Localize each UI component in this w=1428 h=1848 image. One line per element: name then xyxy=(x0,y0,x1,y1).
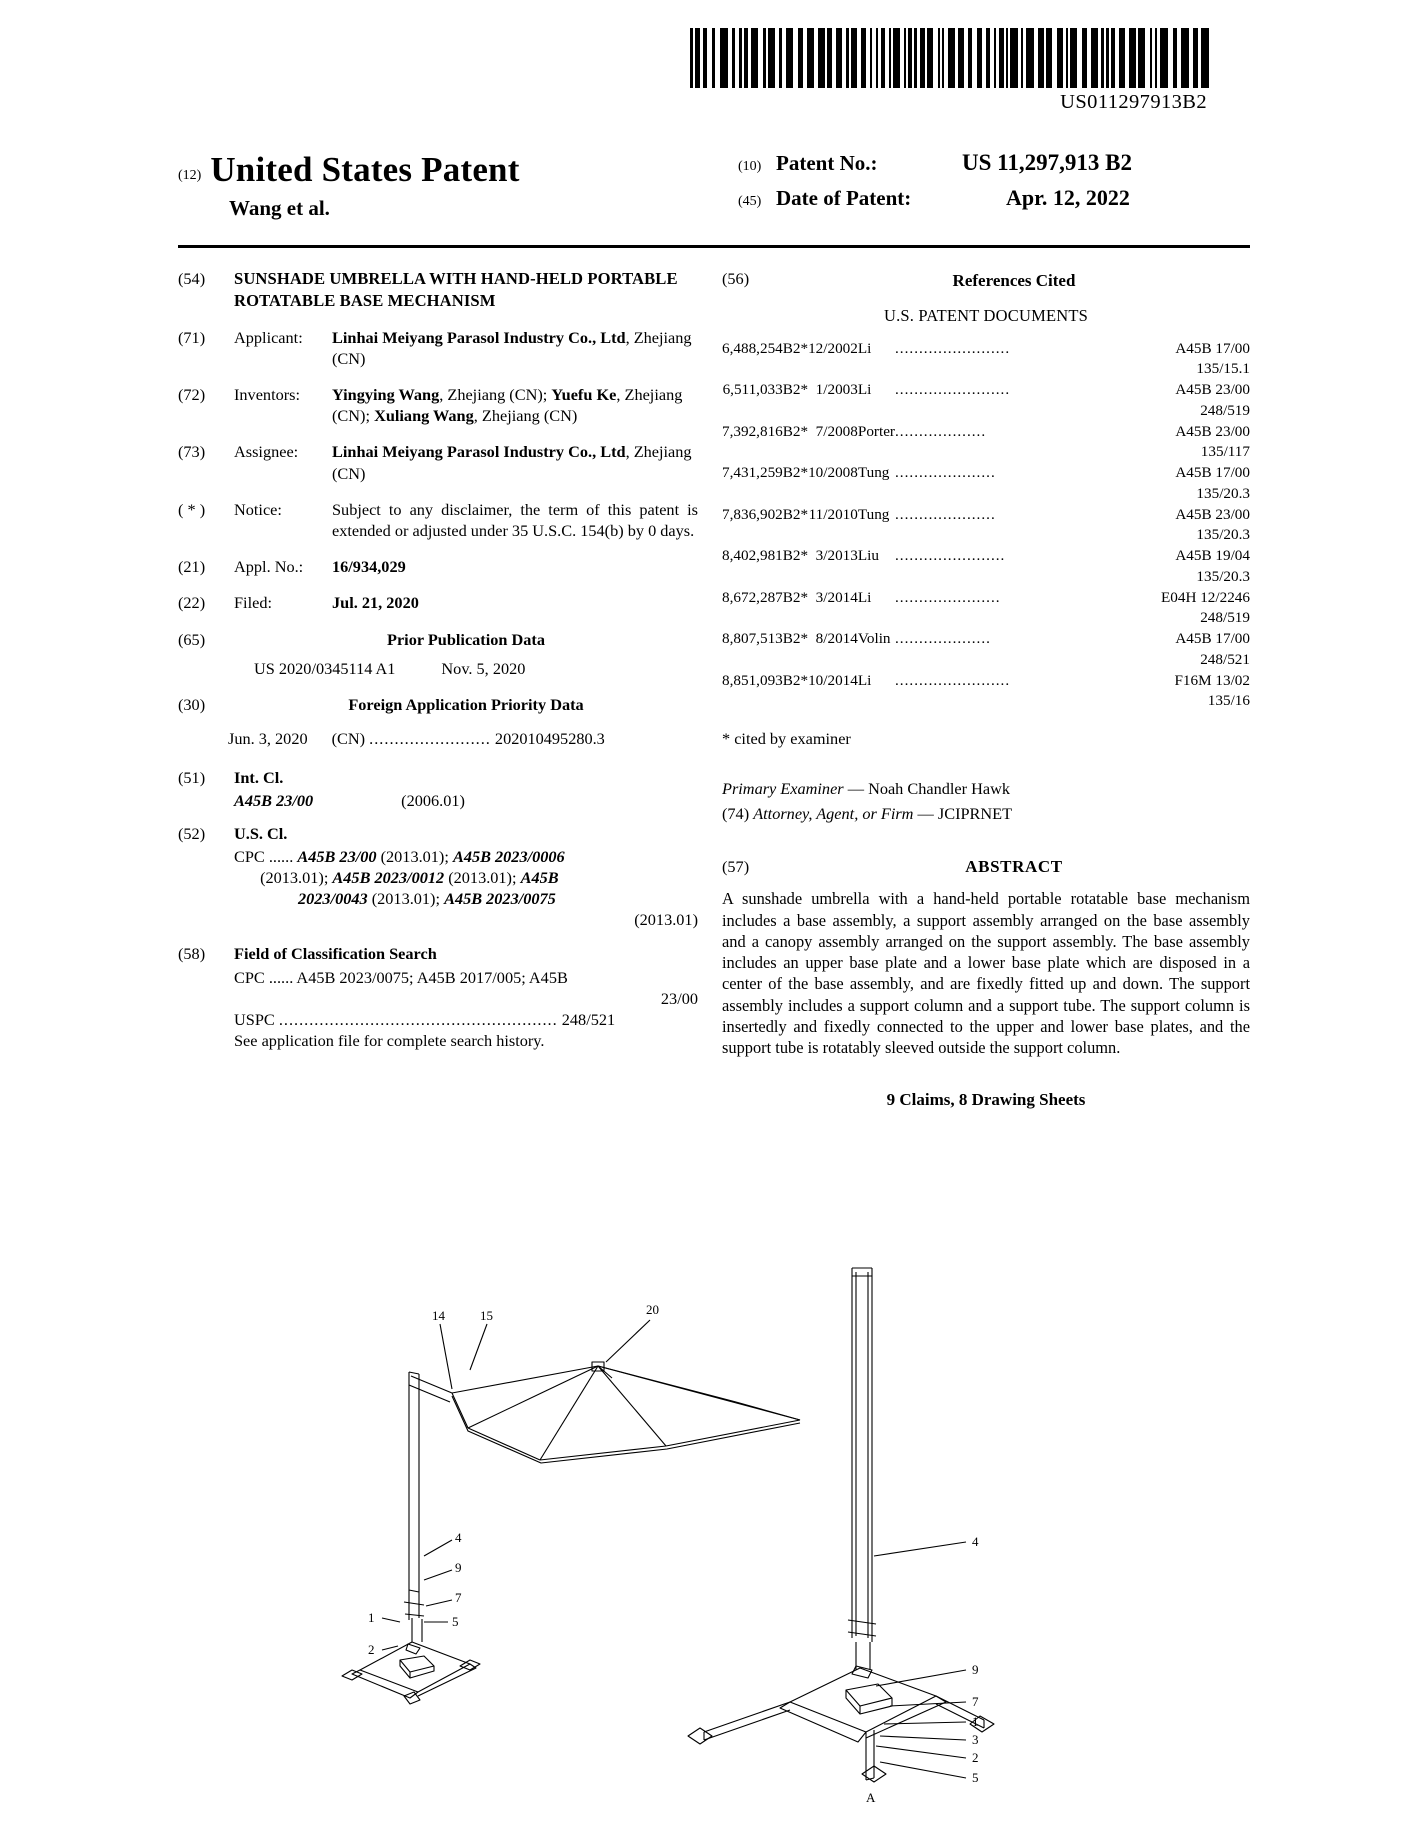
field-title xyxy=(178,268,698,312)
foreign-priority-country: (CN) xyxy=(331,729,366,749)
references-heading: References Cited xyxy=(952,271,1076,290)
fig-label-9: 9 xyxy=(455,1560,462,1575)
fig-label-5: 5 xyxy=(452,1614,459,1629)
filed-date: Jul. 21, 2020 xyxy=(332,593,419,613)
inventor-shortname: Wang et al. xyxy=(229,196,330,220)
us-patent-documents-heading: U.S. PATENT DOCUMENTS xyxy=(883,306,1089,326)
abstract-header xyxy=(722,856,1250,878)
fig-label-2r: 2 xyxy=(972,1750,979,1765)
date-label: Date of Patent: xyxy=(776,186,912,210)
ref-dots: ........................ xyxy=(895,671,1011,689)
ref-star: * xyxy=(800,505,809,523)
cpc-code: A45B 23/00 xyxy=(297,846,377,866)
ref-name: Li xyxy=(857,671,872,689)
field-code-star: ( * ) xyxy=(178,499,206,519)
ref-dots: ................... xyxy=(895,422,987,440)
primary-examiner-name: Noah Chandler Hawk xyxy=(868,779,1011,799)
notice-label: Notice: xyxy=(234,499,282,519)
appl-no-label: Appl. No.: xyxy=(234,557,304,577)
fos-note: See application file for complete search history. xyxy=(234,1031,545,1051)
ref-number: 7,431,259 xyxy=(722,464,783,482)
table-row xyxy=(722,422,1250,443)
ref-class: F16M 13/02 xyxy=(1174,671,1250,689)
fig-label-7: 7 xyxy=(455,1590,462,1605)
applicant-label: Applicant: xyxy=(234,327,303,347)
ref-name: Tung xyxy=(857,505,890,523)
int-cl-version: (2006.01) xyxy=(401,791,465,811)
field-code-71: (71) xyxy=(178,327,206,347)
attorney-name: JCIPRNET xyxy=(937,803,1013,823)
field-code-30: (30) xyxy=(178,694,206,714)
ref-subclass: 135/16 xyxy=(1207,692,1250,710)
ref-star: * xyxy=(800,339,809,357)
assignee-name: Linhai Meiyang Parasol Industry Co., Ltd xyxy=(332,442,626,462)
fig-label-14: 14 xyxy=(432,1308,445,1323)
ref-dots: .................... xyxy=(895,630,991,648)
cpc-code: A45B 2023/0006 xyxy=(452,846,565,866)
ref-dots: ..................... xyxy=(895,505,996,523)
references-abstract-column xyxy=(722,268,1250,1111)
ref-date: 3/2014 xyxy=(815,588,858,606)
field-applicant xyxy=(178,327,698,369)
ref-subclass: 135/20.3 xyxy=(1196,484,1250,502)
ref-subclass: 135/20.3 xyxy=(1196,526,1250,544)
fig-label-3r: 3 xyxy=(972,1732,979,1747)
field-code-57: (57) xyxy=(722,857,750,877)
table-row xyxy=(722,629,1250,650)
ref-dots: ..................... xyxy=(895,464,996,482)
field-notice xyxy=(178,499,698,541)
cpc-version: (2013.01); xyxy=(376,846,453,866)
ref-kind: B2 xyxy=(782,505,801,523)
ref-class: A45B 23/00 xyxy=(1175,381,1250,399)
field-int-cl xyxy=(178,767,698,788)
field-code-73: (73) xyxy=(178,442,206,462)
ref-number: 8,807,513 xyxy=(722,630,783,648)
patent-no-label: Patent No.: xyxy=(776,151,878,175)
ref-class: A45B 17/00 xyxy=(1175,339,1250,357)
appl-no-value xyxy=(332,556,698,577)
fig-label-4: 4 xyxy=(455,1530,462,1545)
ref-star: * xyxy=(800,671,809,689)
field-filed xyxy=(178,592,698,613)
inventor-name: Yuefu Ke xyxy=(551,385,617,405)
ref-date: 10/2014 xyxy=(808,671,858,689)
ref-name: Li xyxy=(857,339,872,357)
drawing-svg xyxy=(0,1250,1428,1848)
notice-text: Subject to any disclaimer, the term of this patent is extended or adjusted under 35 U.S.C. 154(b) by 0 days. xyxy=(332,499,698,540)
inventor-location: , Zhejiang (CN); xyxy=(332,385,683,426)
int-cl-row xyxy=(234,790,698,811)
int-cl-label: Int. Cl. xyxy=(234,768,284,788)
barcode-number: US011297913B2 xyxy=(1060,91,1207,113)
fos-cpc-line2: 23/00 xyxy=(660,988,698,1008)
ref-star: * xyxy=(800,381,809,399)
prior-publication-heading: Prior Publication Data xyxy=(387,629,545,649)
foreign-priority-dots: ........................ xyxy=(369,729,491,749)
appl-no: 16/934,029 xyxy=(332,557,406,577)
table-row-subclass xyxy=(722,525,1250,546)
ref-number: 8,851,093 xyxy=(722,671,783,689)
ref-star: * xyxy=(800,422,809,440)
ref-star: * xyxy=(800,630,809,648)
bibliographic-column xyxy=(178,268,698,1051)
table-row xyxy=(722,380,1250,401)
filed-value xyxy=(332,592,698,613)
patent-date: Apr. 12, 2022 xyxy=(1006,185,1130,210)
ref-date: 10/2008 xyxy=(808,464,858,482)
ref-subclass: 248/519 xyxy=(1200,609,1250,627)
header-divider xyxy=(178,245,1250,248)
assignee-label: Assignee: xyxy=(234,442,299,462)
field-code-56: (56) xyxy=(722,269,750,288)
ref-number: 8,402,981 xyxy=(722,547,783,565)
prior-publication-number: US 2020/0345114 A1 xyxy=(254,658,396,678)
ref-class: A45B 19/04 xyxy=(1175,547,1250,565)
ref-number: 6,488,254 xyxy=(722,339,783,357)
ref-class: E04H 12/2246 xyxy=(1160,588,1250,606)
cpc-code: 2023/0043 xyxy=(298,889,368,909)
attorney-row xyxy=(722,802,1250,826)
prior-publication-date: Nov. 5, 2020 xyxy=(441,658,526,678)
ref-subclass: 135/20.3 xyxy=(1196,567,1250,585)
prior-publication-row xyxy=(254,658,698,679)
ref-number: 7,392,816 xyxy=(722,422,783,440)
inventors-label: Inventors: xyxy=(234,385,301,405)
ref-kind: B2 xyxy=(782,630,801,648)
table-row xyxy=(722,505,1250,526)
patent-number: US 11,297,913 B2 xyxy=(962,150,1132,175)
fig-label-7r: 7 xyxy=(972,1694,979,1709)
int-cl-class: A45B 23/00 xyxy=(234,791,314,811)
table-row-subclass xyxy=(722,359,1250,380)
cpc-code: A45B 2023/0012 xyxy=(332,867,445,887)
ref-name: Liu xyxy=(857,547,879,565)
table-row-subclass xyxy=(722,484,1250,505)
ref-date: 8/2014 xyxy=(815,630,858,648)
ref-name: Porter xyxy=(857,422,895,440)
table-row xyxy=(722,588,1250,609)
field-of-search-label: Field of Classification Search xyxy=(234,944,437,964)
cpc-version: (2013.01); xyxy=(444,867,521,887)
claims-sheets-line: 9 Claims, 8 Drawing Sheets xyxy=(886,1089,1086,1109)
inventor-location: , Zhejiang (CN); xyxy=(439,385,552,405)
patent-drawings xyxy=(0,1250,1428,1848)
cpc-version: (2013.01); xyxy=(367,889,445,909)
field-code-51: (51) xyxy=(178,768,206,788)
cpc-code: A45B 2023/0075 xyxy=(444,889,556,909)
ref-class: A45B 17/00 xyxy=(1175,630,1250,648)
table-row xyxy=(722,671,1250,692)
ref-subclass: 135/117 xyxy=(1200,443,1250,461)
ref-dots: ........................ xyxy=(895,339,1011,357)
table-row-subclass xyxy=(722,608,1250,629)
ref-number: 7,836,902 xyxy=(722,505,783,523)
us-cl-label: U.S. Cl. xyxy=(234,823,288,843)
ref-subclass: 248/521 xyxy=(1200,650,1250,668)
fig-label-1r: 1 xyxy=(972,1714,979,1729)
field-of-search-body xyxy=(234,967,698,1052)
field-appl-no xyxy=(178,556,698,577)
ref-date: 11/2010 xyxy=(808,505,858,523)
applicant-location: , Zhejiang (CN) xyxy=(332,327,692,368)
field-prior-publication xyxy=(178,629,698,650)
attorney-label: Attorney, Agent, or Firm xyxy=(753,803,914,823)
ref-subclass: 248/519 xyxy=(1200,401,1250,419)
cited-by-examiner: * cited by examiner xyxy=(722,729,851,749)
table-row xyxy=(722,463,1250,484)
ref-kind: B2 xyxy=(782,671,801,689)
inventor-location: , Zhejiang (CN) xyxy=(473,406,578,426)
fig-label-9r: 9 xyxy=(972,1662,979,1677)
table-row xyxy=(722,546,1250,567)
field-code-58: (58) xyxy=(178,944,206,964)
applicant-name: Linhai Meiyang Parasol Industry Co., Ltd xyxy=(332,327,626,347)
examiner-block xyxy=(722,777,1250,826)
ref-name: Li xyxy=(857,588,872,606)
field-code-52: (52) xyxy=(178,823,206,843)
field-assignee xyxy=(178,441,698,483)
doc-kind-code: (12) xyxy=(178,168,202,183)
ref-dots: ........................ xyxy=(895,381,1011,399)
dash: — xyxy=(843,779,869,799)
ref-name: Volin xyxy=(857,630,891,648)
cpc-version: (2013.01); xyxy=(256,867,333,887)
fos-cpc-line1: CPC ...... A45B 2023/0075; A45B 2017/005; A45B xyxy=(234,967,568,987)
ref-kind: B2 xyxy=(782,422,801,440)
primary-examiner-row xyxy=(722,777,1250,801)
inventor-name: Xuliang Wang xyxy=(374,406,474,426)
table-row-subclass xyxy=(722,567,1250,588)
foreign-priority-date: Jun. 3, 2020 xyxy=(228,729,308,749)
invention-title: SUNSHADE UMBRELLA WITH HAND-HELD PORTABLE ROTATABLE BASE MECHANISM xyxy=(234,269,678,310)
ref-date: 7/2008 xyxy=(815,422,858,440)
us-cl-cpc xyxy=(234,846,698,931)
fos-uspc-line xyxy=(234,1009,698,1030)
field-code-72: (72) xyxy=(178,385,206,405)
fig-label-20: 20 xyxy=(646,1302,659,1317)
inventor-name: Yingying Wang xyxy=(332,385,440,405)
ref-kind: B2 xyxy=(782,339,801,357)
field-field-of-search xyxy=(178,943,698,964)
table-row-subclass xyxy=(722,401,1250,422)
references-table xyxy=(722,339,1250,713)
table-row-subclass xyxy=(722,442,1250,463)
ref-kind: B2 xyxy=(782,381,801,399)
assignee-location: , Zhejiang (CN) xyxy=(332,442,692,483)
ref-number: 6,511,033 xyxy=(722,381,783,399)
cpc-prefix: CPC ...... xyxy=(234,846,294,866)
ref-class: A45B 23/00 xyxy=(1175,505,1250,523)
patent-no-code: (10) xyxy=(738,159,762,174)
foreign-priority-heading: Foreign Application Priority Data xyxy=(348,694,584,714)
field-code-21: (21) xyxy=(178,557,206,577)
ref-date: 3/2013 xyxy=(815,547,858,565)
field-code-74: (74) xyxy=(722,803,750,823)
foreign-priority-number: 202010495280.3 xyxy=(494,729,605,749)
masthead xyxy=(178,150,1250,221)
abstract-text: A sunshade umbrella with a hand-held portable rotatable base mechanism includes a base assembly, a support assembly arranged on the base assembly and a canopy assembly arranged on the support assembly. The base assembly includes an upper base plate and a lower base plate which are disposed in a center of the base assembly, and are fixedly fitted up and down. The support assembly includes a support column and a support tube. The support column is insertedly and fixedly connected to the upper and lower base plates, and the support tube is rotatably sleeved outside the support column. xyxy=(722,889,1250,1058)
assignee-value xyxy=(332,441,698,483)
fos-uspc-label: USPC xyxy=(234,1009,275,1029)
abstract-heading: ABSTRACT xyxy=(965,857,1063,877)
ref-number: 8,672,287 xyxy=(722,588,783,606)
fos-uspc-value: 248/521 xyxy=(561,1009,616,1029)
ref-name: Tung xyxy=(857,464,890,482)
page-title: United States Patent xyxy=(210,150,520,189)
fig-label-15: 15 xyxy=(480,1308,493,1323)
ref-dots: ....................... xyxy=(895,547,1006,565)
ref-dots: ...................... xyxy=(895,588,1001,606)
fig-label-2: 2 xyxy=(368,1642,375,1657)
field-code-65: (65) xyxy=(178,629,206,649)
ref-star: * xyxy=(800,464,809,482)
fig-label-5r: 5 xyxy=(972,1770,979,1785)
fig-label-1: 1 xyxy=(368,1610,375,1625)
ref-kind: B2 xyxy=(782,464,801,482)
table-row-subclass xyxy=(722,691,1250,712)
dash: — xyxy=(913,803,938,823)
fig-label-a: A xyxy=(866,1790,876,1805)
ref-star: * xyxy=(800,588,809,606)
barcode-block xyxy=(690,28,1215,114)
barcode-image xyxy=(690,28,1215,88)
primary-examiner-label: Primary Examiner xyxy=(722,779,844,799)
ref-class: A45B 17/00 xyxy=(1175,464,1250,482)
fos-uspc-dots: ....................................................... xyxy=(278,1009,558,1029)
field-inventors xyxy=(178,384,698,426)
foreign-priority-row xyxy=(228,728,698,749)
ref-date: 1/2003 xyxy=(815,381,858,399)
ref-kind: B2 xyxy=(782,547,801,565)
cpc-code: A45B xyxy=(520,867,559,887)
ref-star: * xyxy=(800,547,809,565)
field-code-54: (54) xyxy=(178,269,206,288)
references-header-row xyxy=(722,268,1250,292)
field-code-22: (22) xyxy=(178,593,206,613)
fig-label-4r: 4 xyxy=(972,1534,979,1549)
cpc-version-last: (2013.01) xyxy=(634,910,698,930)
filed-label: Filed: xyxy=(234,593,272,613)
ref-name: Li xyxy=(857,381,872,399)
field-us-cl xyxy=(178,823,698,844)
date-code: (45) xyxy=(738,194,762,209)
ref-subclass: 135/15.1 xyxy=(1196,360,1250,378)
field-foreign-priority xyxy=(178,694,698,715)
ref-kind: B2 xyxy=(782,588,801,606)
table-row-subclass xyxy=(722,650,1250,671)
inventors-value xyxy=(332,384,698,426)
applicant-value xyxy=(332,327,698,369)
ref-date: 12/2002 xyxy=(808,339,858,357)
table-row xyxy=(722,339,1250,360)
ref-class: A45B 23/00 xyxy=(1175,422,1250,440)
